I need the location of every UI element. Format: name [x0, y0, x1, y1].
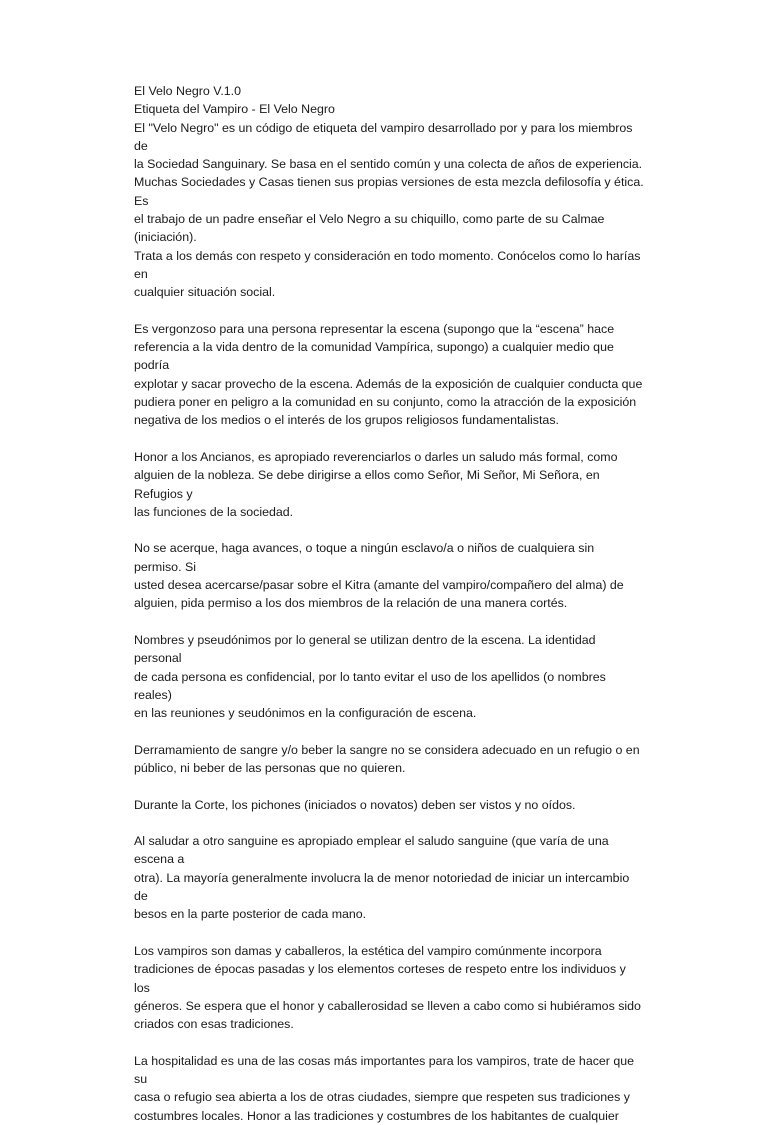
text-line: La hospitalidad es una de las cosas más importantes para los vampiros, trate de hacer que su	[134, 1053, 635, 1087]
text-line: costumbres locales. Honor a las tradiciones y costumbres de los habitantes de cualquier	[134, 1108, 619, 1123]
text-line: el trabajo de un padre enseñar el Velo Negro a su chiquillo, como parte de su Calmae	[134, 212, 605, 227]
text-line: besos en la parte posterior de cada mano.	[134, 907, 367, 922]
paragraph-court	[134, 796, 644, 814]
text-line: géneros. Se espera que el honor y caballerosidad se lleven a cabo como si hubiéramos sido	[134, 998, 641, 1013]
text-line: usted desea acercarse/pasar sobre el Kitra (amante del vampiro/compañero del alma) de	[134, 578, 624, 593]
text-line: referencia a la vida dentro de la comunidad Vampírica, supongo) a cualquier medio que podría	[134, 340, 614, 373]
text-line: Honor a los Ancianos, es apropiado reverenciarlos o darles un saludo más formal, como	[134, 449, 618, 464]
text-line: Muchas Sociedades y Casas tienen sus propias versiones de esta mezcla defilosofía y ética. Es	[134, 175, 644, 208]
text-line: las funciones de la sociedad.	[134, 504, 294, 519]
text-line: criados con esas tradiciones.	[134, 1017, 294, 1032]
text-line: cualquier situación social.	[134, 285, 276, 300]
paragraph-intro	[134, 119, 644, 302]
text-line: Es vergonzoso para una persona representar la escena (supongo que la “escena” hace	[134, 321, 615, 336]
text-line: otra). La mayoría generalmente involucra la de menor notoriedad de iniciar un intercambio de	[134, 870, 630, 904]
paragraph-elders	[134, 448, 644, 521]
document-header	[134, 82, 644, 119]
text-line: tradiciones de épocas pasadas y los elementos corteses de respeto entre los individuos y los	[134, 962, 626, 995]
text-line: Nombres y pseudónimos por lo general se utilizan dentro de la escena. La identidad personal	[134, 632, 596, 666]
paragraph-names	[134, 631, 644, 722]
paragraph-chivalry	[134, 942, 644, 1033]
paragraph-greeting	[134, 832, 644, 923]
text-line: Los vampiros son damas y caballeros, la estética del vampiro comúnmente incorpora	[134, 943, 602, 958]
paragraph-exposure	[134, 320, 644, 430]
text-line: (iniciación).	[134, 230, 197, 245]
paragraph-blood	[134, 741, 644, 778]
text-line: alguien de la nobleza. Se debe dirigirse a ellos como Señor, Mi Señor, Mi Señora, en Refugios y	[134, 468, 600, 501]
text-line: negativa de los medios o el interés de los grupos religiosos fundamentalistas.	[134, 413, 559, 428]
text-line: No se acerque, haga avances, o toque a ningún esclavo/a o niños de cualquiera sin permiso. Si	[134, 541, 595, 574]
text-line: Durante la Corte, los pichones (iniciados o novatos) deben ser vistos y no oídos.	[134, 797, 576, 812]
text-line: pudiera poner en peligro a la comunidad en su conjunto, como la atracción de la exposición	[134, 395, 637, 410]
document-body	[134, 82, 644, 1125]
text-line: Trata a los demás con respeto y consideración en todo momento. Conócelos como lo harías en	[134, 248, 641, 281]
text-line: la Sociedad Sanguinary. Se basa en el sentido común y una colecta de años de experiencia.	[134, 157, 643, 172]
text-line: público, ni beber de las personas que no quieren.	[134, 760, 406, 775]
text-line: casa o refugio sea abierta a los de otras ciudades, siempre que respeten sus tradiciones y	[134, 1090, 630, 1105]
text-line: Al saludar a otro sanguine es apropiado emplear el saludo sanguine (que varía de una escena a	[134, 834, 609, 867]
paragraph-hospitality	[134, 1052, 644, 1125]
paragraph-permission	[134, 539, 644, 612]
text-line: El "Velo Negro" es un código de etiqueta del vampiro desarrollado por y para los miembros de	[134, 120, 633, 153]
text-line: de cada persona es confidencial, por lo tanto evitar el uso de los apellidos (o nombres reales)	[134, 669, 606, 702]
text-line: explotar y sacar provecho de la escena. Además de la exposición de cualquier conducta que	[134, 376, 643, 391]
text-line: Derramamiento de sangre y/o beber la sangre no se considera adecuado en un refugio o en	[134, 742, 640, 757]
text-line: en las reuniones y seudónimos en la configuración de escena.	[134, 706, 477, 721]
text-line: alguien, pida permiso a los dos miembros de la relación de una manera cortés.	[134, 596, 568, 611]
document-subtitle: Etiqueta del Vampiro - El Velo Negro	[134, 102, 335, 117]
document-title: El Velo Negro V.1.0	[134, 84, 242, 98]
